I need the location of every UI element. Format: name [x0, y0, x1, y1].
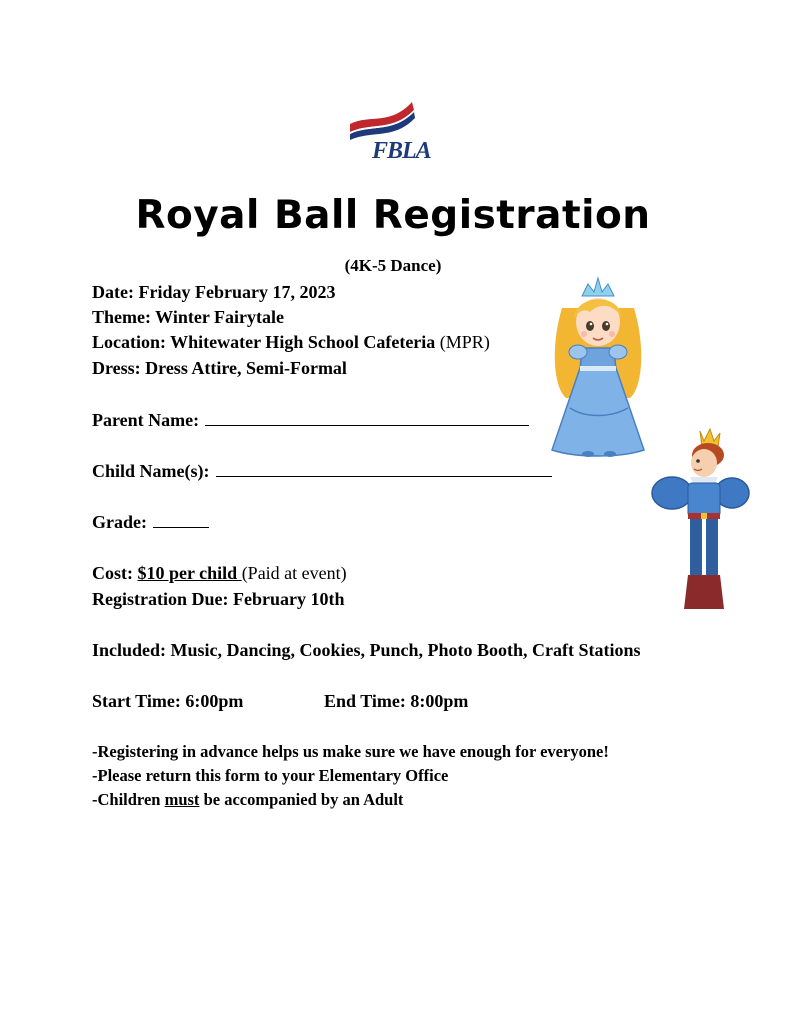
- end-time: End Time: 8:00pm: [324, 691, 469, 711]
- note-return-form: -Please return this form to your Elementary Office: [92, 766, 449, 785]
- dress-line: Dress: Dress Attire, Semi-Formal: [92, 358, 347, 378]
- child-name-field[interactable]: [92, 460, 552, 482]
- included-line: Included: Music, Dancing, Cookies, Punch, Photo Booth, Craft Stations: [92, 640, 641, 660]
- child-name-label: Child Name(s):: [92, 461, 210, 481]
- cost-line: [92, 563, 347, 584]
- note-accompanied-pre: -Children: [92, 790, 165, 809]
- note-accompanied-post: be accompanied by an Adult: [199, 790, 404, 809]
- note-accompanied: [92, 790, 403, 810]
- princess-illustration: [540, 268, 655, 458]
- logo-text: FBLA: [372, 138, 431, 164]
- location-text: Location: Whitewater High School Cafeteria: [92, 332, 436, 352]
- prince-illustration: [648, 425, 750, 615]
- cost-note: (Paid at event): [241, 563, 347, 583]
- child-name-blank[interactable]: [216, 460, 552, 477]
- grade-label: Grade:: [92, 512, 147, 532]
- parent-name-field[interactable]: [92, 409, 529, 431]
- theme-line: Theme: Winter Fairytale: [92, 307, 284, 327]
- parent-name-label: Parent Name:: [92, 410, 200, 430]
- start-time: Start Time: 6:00pm: [92, 691, 244, 711]
- note-register-advance: -Registering in advance helps us make sure we have enough for everyone!: [92, 742, 609, 761]
- cost-label: Cost:: [92, 563, 138, 583]
- grade-field[interactable]: [92, 511, 209, 533]
- registration-due: Registration Due: February 10th: [92, 589, 345, 609]
- parent-name-blank[interactable]: [205, 409, 529, 426]
- grade-blank[interactable]: [153, 511, 209, 528]
- note-must: must: [164, 790, 200, 809]
- location-note: (MPR): [435, 332, 490, 352]
- page-subtitle: (4K-5 Dance): [344, 256, 442, 275]
- page-title: Royal Ball Registration: [135, 193, 651, 238]
- fbla-logo: [340, 96, 440, 166]
- cost-amount: $10 per child: [137, 563, 242, 583]
- date-line: Date: Friday February 17, 2023: [92, 282, 336, 302]
- location-line: [92, 332, 490, 353]
